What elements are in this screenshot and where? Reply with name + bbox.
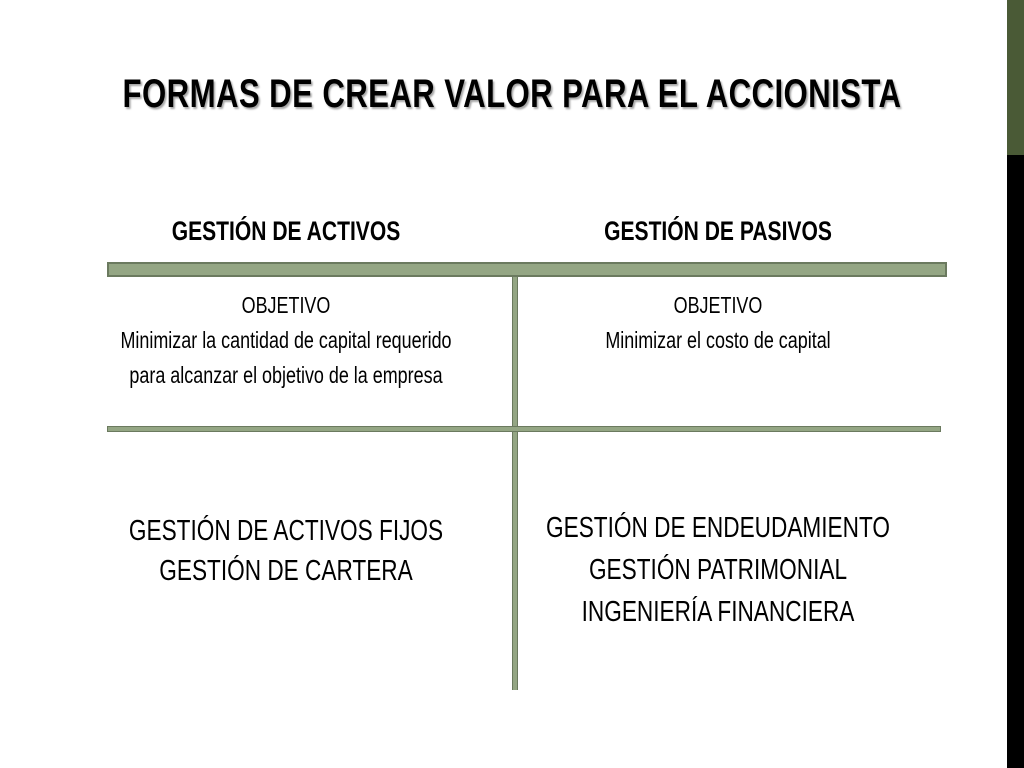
list-item: GESTIÓN PATRIMONIAL bbox=[588, 554, 848, 586]
slide-title: FORMAS DE CREAR VALOR PARA EL ACCIONISTA bbox=[122, 72, 902, 116]
right-items-list bbox=[498, 507, 939, 633]
objective-text-line: Minimizar el costo de capital bbox=[605, 327, 831, 353]
table-vertical-divider-top bbox=[512, 277, 518, 427]
table-middle-divider bbox=[107, 426, 941, 432]
objective-text-line: para alcanzar el objetivo de la empresa bbox=[129, 362, 443, 388]
table-top-divider bbox=[107, 262, 947, 277]
right-objective bbox=[574, 288, 863, 358]
objective-label: OBJETIVO bbox=[241, 292, 331, 318]
right-column-heading: GESTIÓN DE PASIVOS bbox=[604, 216, 832, 246]
list-item: GESTIÓN DE ACTIVOS FIJOS bbox=[128, 515, 444, 547]
left-items-list bbox=[85, 511, 488, 591]
left-column-heading: GESTIÓN DE ACTIVOS bbox=[171, 216, 401, 246]
objective-label: OBJETIVO bbox=[673, 292, 763, 318]
objective-text-line: Minimizar la cantidad de capital requerido bbox=[120, 327, 452, 353]
list-item: GESTIÓN DE CARTERA bbox=[159, 555, 413, 587]
left-objective bbox=[74, 288, 498, 393]
side-bar-accent bbox=[1007, 0, 1024, 155]
list-item: GESTIÓN DE ENDEUDAMIENTO bbox=[546, 512, 890, 544]
list-item: INGENIERÍA FINANCIERA bbox=[581, 596, 855, 628]
